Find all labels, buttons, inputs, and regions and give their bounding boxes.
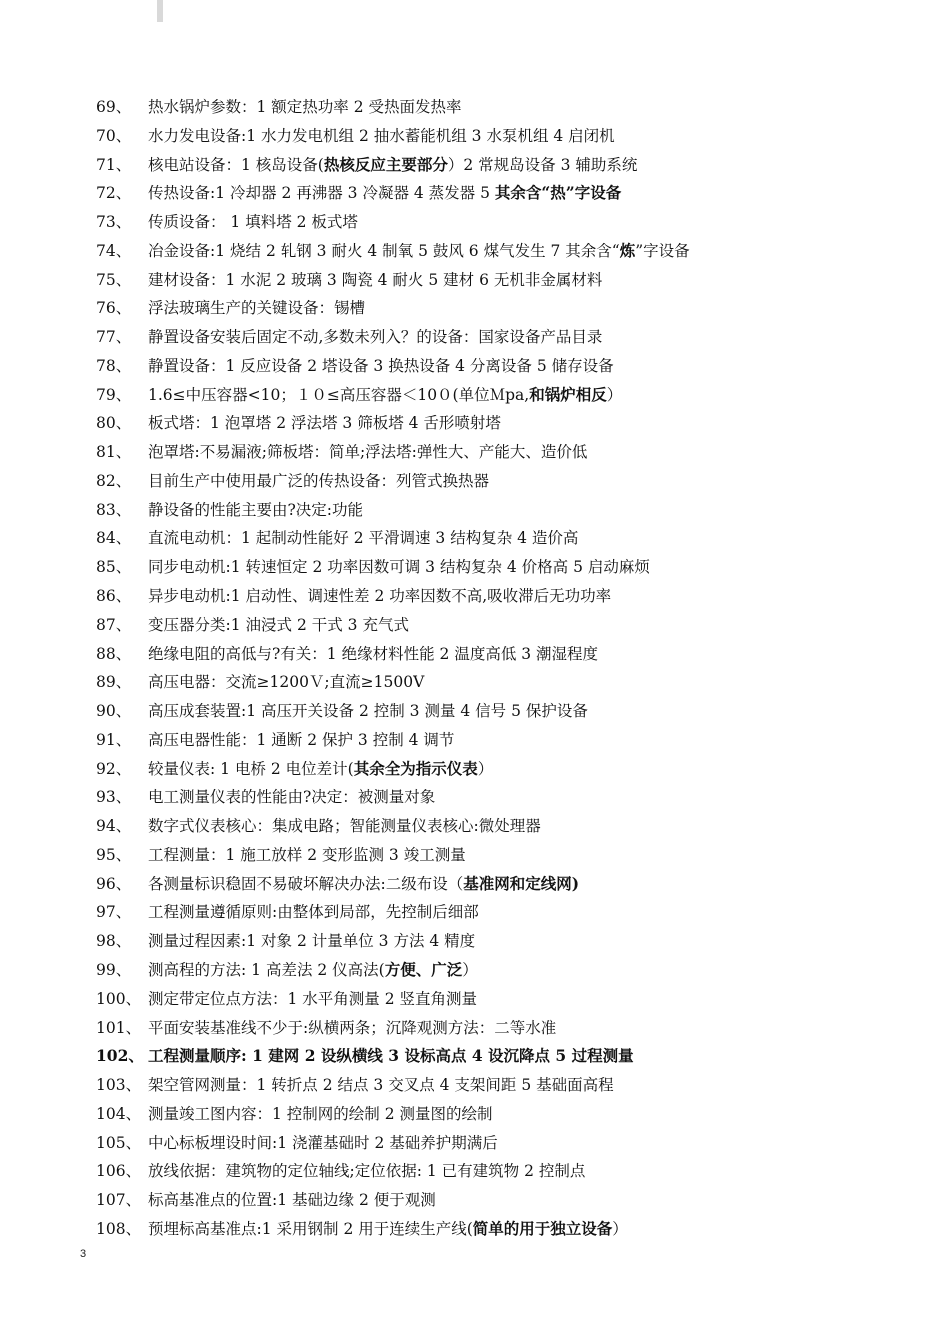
item-number: 108、 (96, 1219, 142, 1238)
item-text (148, 237, 916, 266)
text-segment: 静置设备安装后固定不动,多数未列入？的设备：国家设备产品目录 (148, 328, 603, 347)
list-item (96, 381, 916, 410)
list-item (96, 640, 916, 669)
bold-segment: 热核反应主要部分 (323, 154, 448, 174)
item-text (148, 381, 916, 410)
item-number: 79、 (96, 385, 132, 404)
text-segment: 电工测量仪表的性能由?决定：被测量对象 (148, 788, 436, 807)
text-segment: 静置设备：1 反应设备 2 塔设备 3 换热设备 4 分离设备 5 储存设备 (148, 356, 614, 375)
item-text (148, 1215, 916, 1244)
list-item (96, 1042, 916, 1071)
item-text (148, 985, 916, 1014)
numbered-list (96, 93, 916, 1244)
item-text (148, 1186, 916, 1215)
text-segment: 泡罩塔:不易漏液;筛板塔：简单;浮法塔:弹性大、产能大、造价低 (148, 443, 588, 462)
text-segment: 架空管网测量：1 转折点 2 结点 3 交叉点 4 支架间距 5 基础面高程 (148, 1076, 614, 1095)
item-number: 102、 (96, 1046, 144, 1066)
list-item (96, 841, 916, 870)
item-number: 95、 (96, 845, 132, 864)
text-segment: 平面安装基准线不少于:纵横两条；沉降观测方法：二等水准 (148, 1018, 557, 1037)
text-segment: 异步电动机:1 启动性、调速性差 2 功率因数不高,吸收滞后无功功率 (148, 587, 612, 606)
item-text (148, 870, 916, 899)
item-number: 73、 (96, 213, 132, 232)
bold-segment: 简单的用于独立设备 (472, 1218, 613, 1238)
item-text (148, 553, 916, 582)
list-item (96, 1186, 916, 1215)
text-segment: ） (606, 385, 623, 404)
bold-segment: 方便、广泛 (384, 959, 463, 979)
text-segment: 传热设备:1 冷却器 2 再沸器 3 冷凝器 4 蒸发器 5 (148, 184, 495, 203)
item-number: 94、 (96, 817, 132, 836)
text-segment: ”字设备 (635, 241, 690, 260)
item-number: 106、 (96, 1162, 142, 1181)
item-text (148, 1157, 916, 1186)
item-text (148, 898, 916, 927)
text-segment: 浮法玻璃生产的关键设备：锡槽 (148, 299, 366, 318)
item-text (148, 755, 916, 784)
list-item (96, 611, 916, 640)
list-item (96, 237, 916, 266)
bold-segment: 其余含“热”字设备 (494, 183, 622, 203)
list-item (96, 668, 916, 697)
list-item (96, 151, 916, 180)
text-segment: 工程测量顺序: 1 建网 2 设纵横线 3 设标高点 4 设沉降点 5 过程测量 (148, 1046, 634, 1066)
item-text (148, 151, 916, 180)
text-segment: 高压电器：交流≥1200Ｖ;直流≥1500V (148, 673, 425, 692)
item-number: 72、 (96, 184, 132, 203)
item-text (148, 438, 916, 467)
text-segment: ） (612, 1219, 628, 1238)
list-item (96, 266, 916, 295)
bold-segment: 和锅炉相反 (529, 384, 607, 404)
text-segment: 中心标板埋设时间:1 浇灌基础时 2 基础养护期满后 (148, 1133, 498, 1152)
list-item (96, 553, 916, 582)
item-text (148, 524, 916, 553)
item-text (148, 93, 916, 122)
item-number: 75、 (96, 270, 132, 289)
item-text (148, 812, 916, 841)
text-segment: 测量过程因素:1 对象 2 计量单位 3 方法 4 精度 (148, 932, 476, 951)
list-item (96, 1157, 916, 1186)
item-number: 101、 (96, 1018, 142, 1037)
list-item (96, 409, 916, 438)
text-segment: ） (462, 960, 478, 979)
bold-segment: 基准网和定线网) (463, 873, 580, 893)
text-segment: 预埋标高基准点:1 采用钢制 2 用于连续生产线( (148, 1219, 473, 1238)
item-text (148, 668, 916, 697)
list-item (96, 179, 916, 208)
item-number: 96、 (96, 874, 132, 893)
text-segment: 绝缘电阻的高低与?有关：1 绝缘材料性能 2 温度高低 3 潮湿程度 (148, 644, 599, 663)
item-text (148, 294, 916, 323)
item-number: 87、 (96, 615, 132, 634)
item-text (148, 582, 916, 611)
item-number: 105、 (96, 1133, 142, 1152)
item-number: 81、 (96, 443, 132, 462)
text-segment: 测量竣工图内容：1 控制网的绘制 2 测量图的绘制 (148, 1104, 493, 1123)
item-text (148, 841, 916, 870)
list-item (96, 870, 916, 899)
list-item (96, 208, 916, 237)
item-text (148, 1071, 916, 1100)
item-text (148, 783, 916, 812)
item-number: 103、 (96, 1076, 142, 1095)
item-number: 92、 (96, 759, 132, 778)
item-number: 86、 (96, 587, 132, 606)
list-item (96, 1129, 916, 1158)
item-number: 83、 (96, 500, 132, 519)
text-segment: 1.6≤中压容器<10；１０≤高压容器＜10０(单位Ｍpa, (148, 385, 530, 404)
item-text (148, 323, 916, 352)
item-number: 93、 (96, 788, 132, 807)
text-segment: 高压电器性能：1 通断 2 保护 3 控制 4 调节 (148, 730, 455, 749)
text-segment: 变压器分类:1 油浸式 2 干式 3 充气式 (148, 615, 409, 634)
list-item (96, 1100, 916, 1129)
bold-segment: 炼 (619, 240, 636, 260)
item-text (148, 122, 916, 151)
list-item (96, 122, 916, 151)
list-item (96, 1071, 916, 1100)
item-text (148, 352, 916, 381)
list-item (96, 783, 916, 812)
text-segment: 静设备的性能主要由?决定:功能 (148, 500, 364, 519)
text-segment: 各测量标识稳固不易破坏解决办法:二级布设（ (148, 874, 464, 893)
text-segment: 目前生产中使用最广泛的传热设备：列管式换热器 (148, 471, 490, 490)
item-text (148, 640, 916, 669)
text-segment: ） (477, 759, 494, 778)
text-segment: 工程测量遵循原则:由整体到局部，先控制后细部 (148, 903, 479, 922)
list-item (96, 985, 916, 1014)
page-number: 3 (80, 1248, 87, 1260)
item-text (148, 697, 916, 726)
item-text (148, 467, 916, 496)
list-item (96, 1215, 916, 1244)
list-item (96, 812, 916, 841)
item-number: 82、 (96, 471, 132, 490)
item-text (148, 266, 916, 295)
item-number: 104、 (96, 1104, 142, 1123)
text-segment: ）2 常规岛设备 3 辅助系统 (447, 155, 638, 174)
text-segment: 直流电动机：1 起制动性能好 2 平滑调速 3 结构复杂 4 造价高 (148, 529, 579, 548)
list-item (96, 496, 916, 525)
text-segment: 数字式仪表核心：集成电路；智能测量仪表核心:微处理器 (148, 817, 541, 836)
item-number: 77、 (96, 328, 132, 347)
list-item (96, 438, 916, 467)
margin-mark (157, 0, 163, 22)
text-segment: 热水锅炉参数：1 额定热功率 2 受热面发热率 (148, 98, 462, 116)
item-text (148, 1042, 916, 1071)
item-text (148, 496, 916, 525)
list-item (96, 524, 916, 553)
item-number: 84、 (96, 529, 132, 548)
list-item (96, 726, 916, 755)
item-number: 90、 (96, 702, 132, 721)
list-item (96, 294, 916, 323)
item-number: 89、 (96, 673, 132, 692)
list-item (96, 467, 916, 496)
item-number: 88、 (96, 644, 132, 663)
item-number: 98、 (96, 932, 132, 951)
list-item (96, 93, 916, 122)
text-segment: 测高程的方法: 1 高差法 2 仪高法( (148, 960, 385, 979)
item-number: 80、 (96, 414, 132, 433)
list-item (96, 927, 916, 956)
text-segment: 工程测量：1 施工放样 2 变形监测 3 竣工测量 (148, 845, 466, 864)
text-segment: 标高基准点的位置:1 基础边缘 2 便于观测 (148, 1191, 436, 1210)
item-text (148, 208, 916, 237)
item-text (148, 726, 916, 755)
item-number: 97、 (96, 903, 132, 922)
item-number: 91、 (96, 730, 132, 749)
item-number: 78、 (96, 356, 132, 375)
item-text (148, 1014, 916, 1043)
item-number: 85、 (96, 558, 132, 577)
text-segment: 同步电动机:1 转速恒定 2 功率因数可调 3 结构复杂 4 价格高 5 启动麻烦 (148, 558, 650, 577)
item-text (148, 179, 916, 208)
text-segment: 核电站设备：1 核岛设备( (148, 155, 324, 174)
text-segment: 冶金设备:1 烧结 2 轧钢 3 耐火 4 制氧 5 鼓风 6 煤气发生 7 其余含“ (148, 241, 620, 260)
list-item (96, 898, 916, 927)
list-item (96, 1014, 916, 1043)
item-number: 69、 (96, 98, 132, 116)
item-text (148, 1100, 916, 1129)
item-number: 71、 (96, 155, 132, 174)
item-number: 74、 (96, 241, 132, 260)
text-segment: 板式塔：1 泡罩塔 2 浮法塔 3 筛板塔 4 舌形喷射塔 (148, 414, 501, 433)
item-text (148, 927, 916, 956)
list-item (96, 352, 916, 381)
item-text (148, 409, 916, 438)
list-item (96, 956, 916, 985)
bold-segment: 其余全为指示仪表 (353, 758, 478, 778)
list-item (96, 697, 916, 726)
text-segment: 测定带定位点方法：1 水平角测量 2 竖直角测量 (148, 989, 478, 1008)
text-segment: 放线依据：建筑物的定位轴线;定位依据: 1 已有建筑物 2 控制点 (148, 1162, 586, 1181)
text-segment: 高压成套装置:1 高压开关设备 2 控制 3 测量 4 信号 5 保护设备 (148, 702, 588, 721)
item-number: 100、 (96, 989, 142, 1008)
item-text (148, 611, 916, 640)
item-text (148, 956, 916, 985)
list-item (96, 755, 916, 784)
text-segment: 建材设备：1 水泥 2 玻璃 3 陶瓷 4 耐火 5 建材 6 无机非金属材料 (148, 270, 603, 289)
text-segment: 传质设备： 1 填料塔 2 板式塔 (148, 213, 358, 232)
item-number: 76、 (96, 299, 132, 318)
item-number: 107、 (96, 1191, 142, 1210)
item-text (148, 1129, 916, 1158)
list-item (96, 323, 916, 352)
text-segment: 较量仪表: 1 电桥 2 电位差计( (148, 759, 354, 778)
item-number: 99、 (96, 960, 132, 979)
list-item (96, 582, 916, 611)
text-segment: 水力发电设备:1 水力发电机组 2 抽水蓄能机组 3 水泵机组 4 启闭机 (148, 126, 615, 145)
item-number: 70、 (96, 126, 132, 145)
